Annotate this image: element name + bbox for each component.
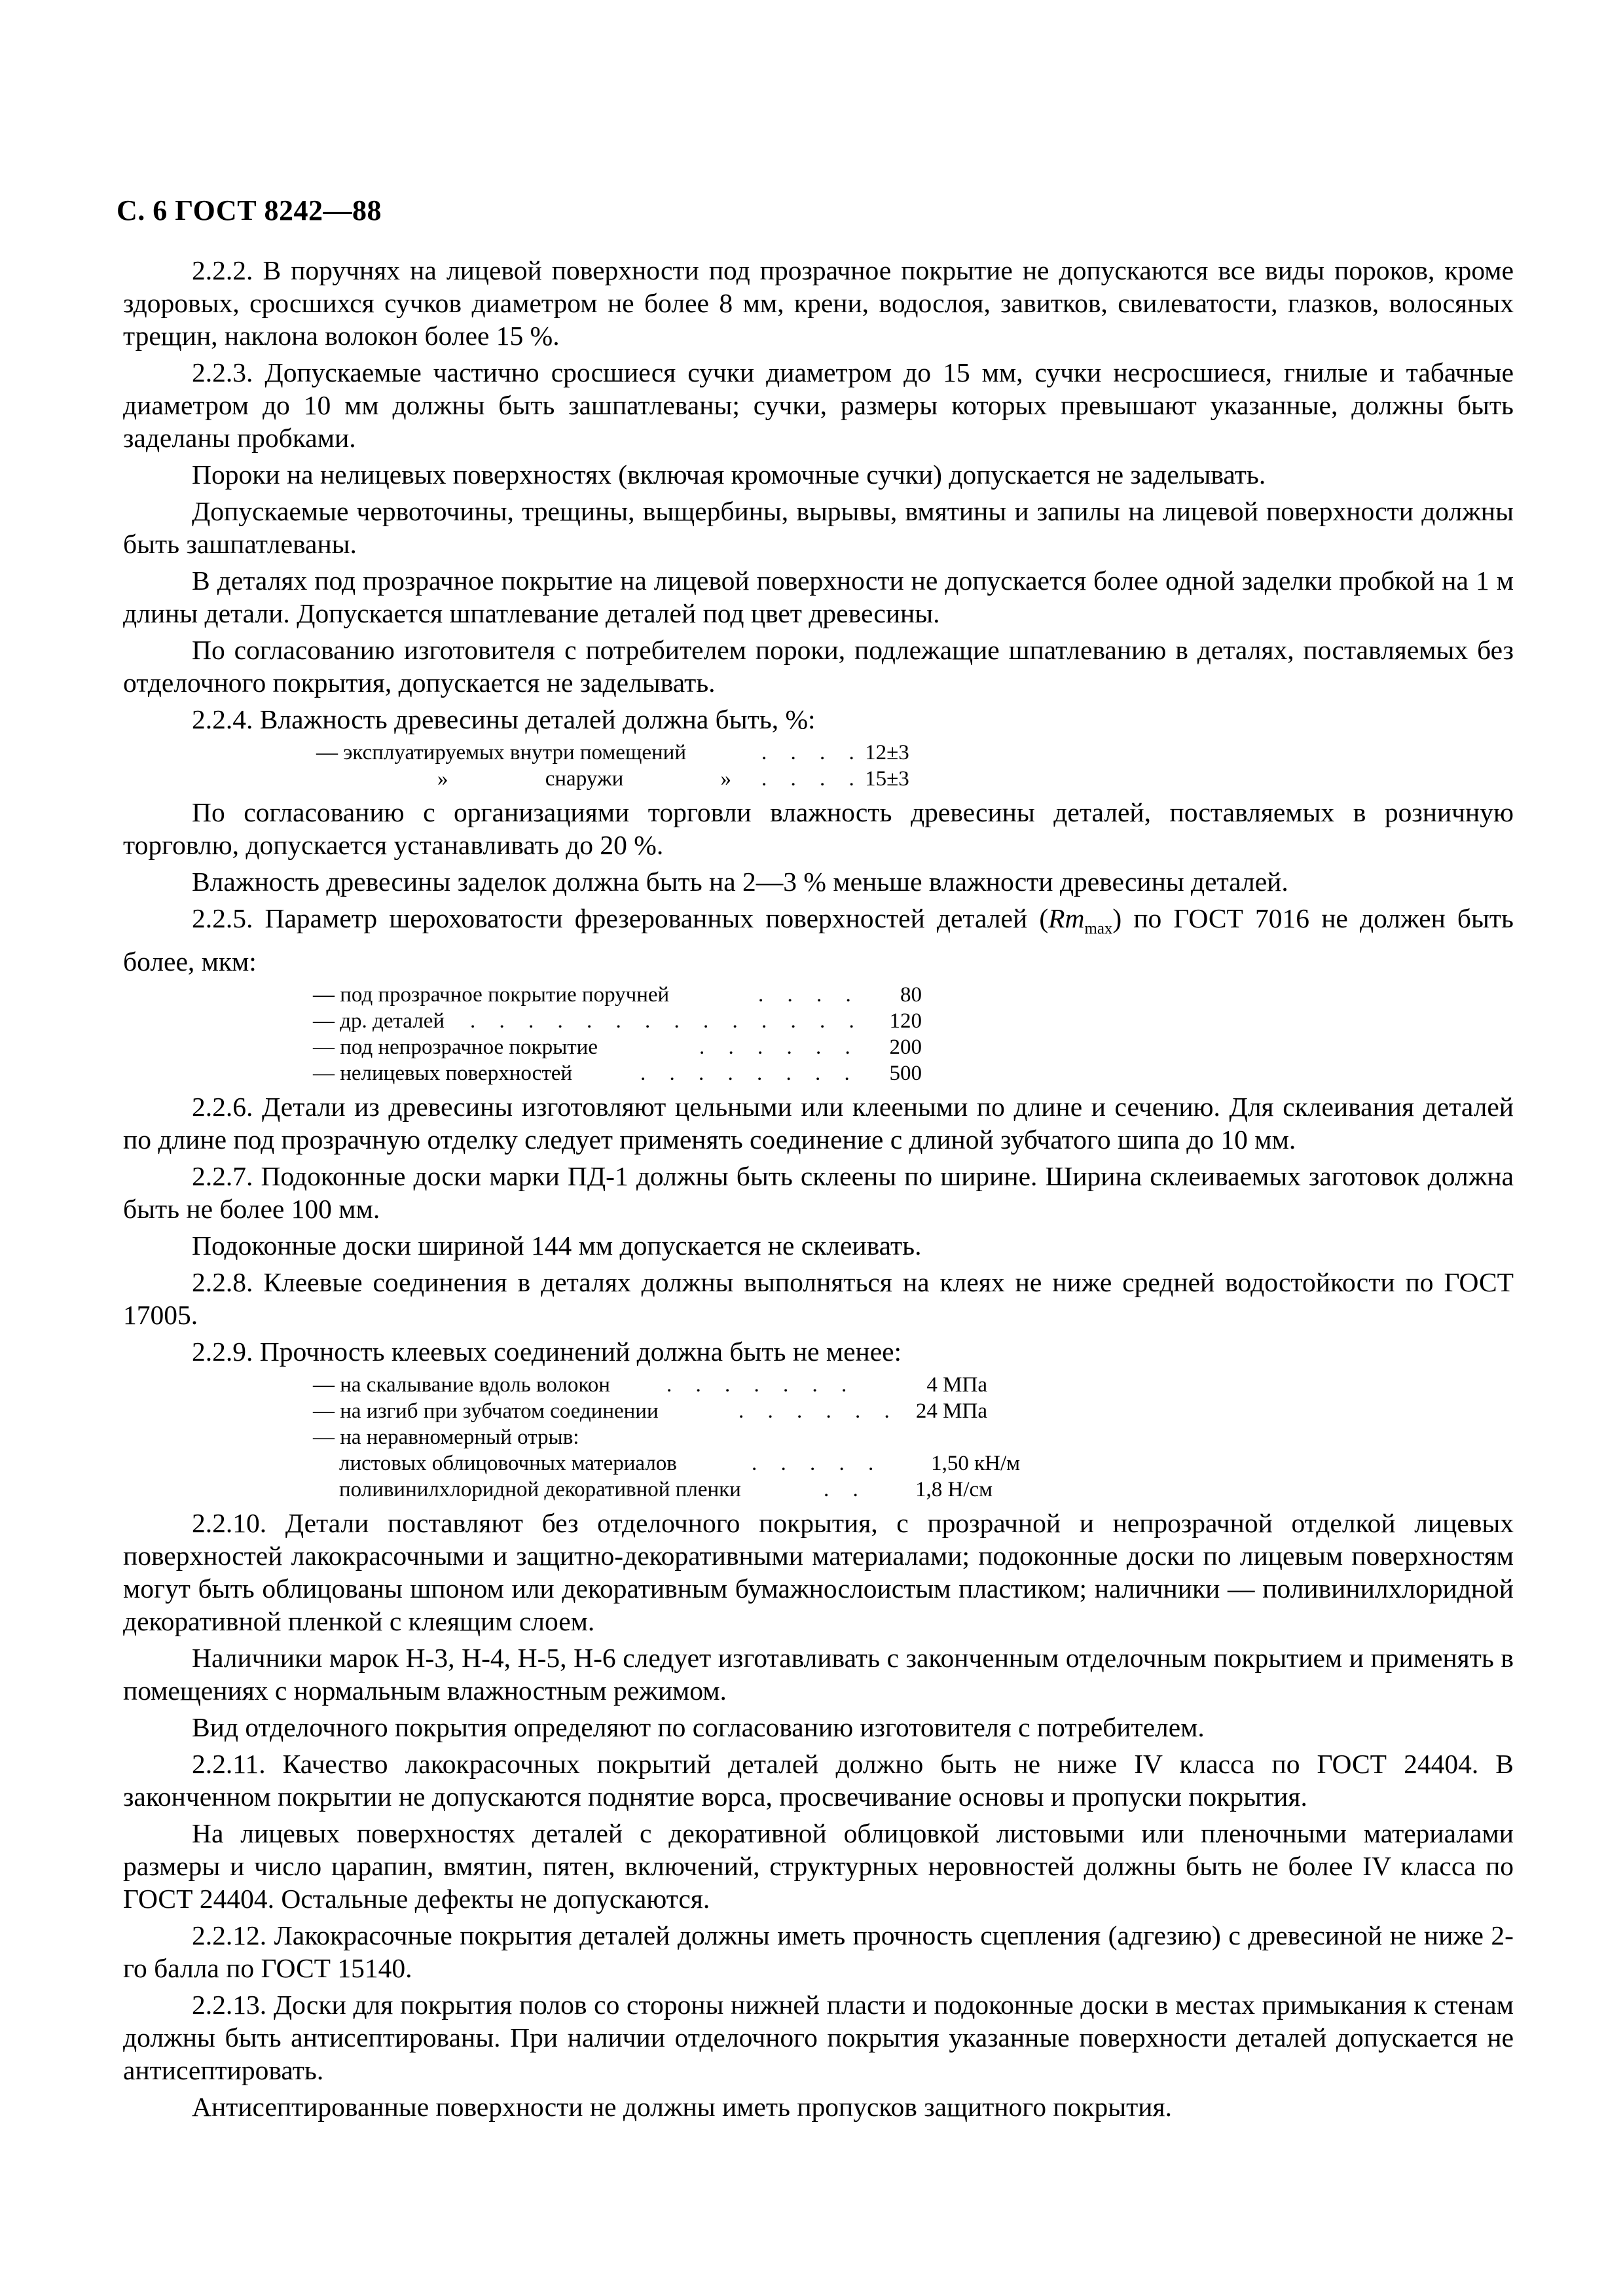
paragraph: 2.2.6. Детали из древесины изготовляют цельными или клееными по длине и сечению. Для склеивания деталей по длине под прозрачную отделку следует применять соединение с длиной зубчатого шипа до 10 мм.: [123, 1092, 1514, 1155]
list-row: [313, 1008, 1514, 1034]
paragraph: Вид отделочного покрытия определяют по согласованию изготовителя с потребителем.: [192, 1712, 1205, 1743]
list-row: [316, 766, 1514, 792]
roughness-list: [313, 982, 1514, 1086]
list-label: листовых облицовочных материалов: [339, 1452, 677, 1476]
list-label: — др. деталей: [313, 1009, 445, 1033]
parameter-subscript: max: [1084, 920, 1113, 938]
list-row: [313, 982, 1514, 1008]
leader-dots: . . . . . . .: [666, 1373, 856, 1397]
paragraph-part: ) по ГОСТ 7016 не должен быть более, мкм:: [123, 903, 1514, 977]
list-label: — на изгиб при зубчатом соединении: [313, 1399, 659, 1424]
list-value: 24 МПа: [915, 1399, 987, 1424]
paragraph: Влажность древесины заделок должна быть на 2—3 % меньше влажности древесины деталей.: [192, 867, 1288, 897]
paragraph: В деталях под прозрачное покрытие на лицевой поверхности не допускается более одной заделки пробкой на 1 м длины детали. Допускается шпатлевание деталей под цвет древесины.: [123, 565, 1514, 628]
leader-dots: . . . . . .: [739, 1399, 899, 1424]
list-value: 80: [900, 983, 922, 1007]
leader-dots: . . . .: [758, 983, 860, 1007]
leader-dots: . . . . . . . .: [640, 1062, 859, 1086]
list-row: [313, 1477, 1514, 1503]
list-label: » снаружи »: [437, 767, 732, 791]
list-label: — на скалывание вдоль волокон: [313, 1373, 610, 1397]
humidity-list: [316, 740, 1514, 792]
paragraph: Пороки на нелицевых поверхностях (включая кромочные сучки) допускается не заделывать.: [192, 459, 1266, 490]
list-row: [316, 740, 1514, 766]
paragraph: [123, 902, 1514, 978]
paragraph: 2.2.4. Влажность древесины деталей должна быть, %:: [192, 704, 816, 734]
paragraph: 2.2.8. Клеевые соединения в деталях должны выполняться на клеях не ниже средней водостойкости по ГОСТ 17005.: [123, 1267, 1514, 1331]
list-value: 12±3: [865, 741, 909, 764]
list-label: — под прозрачное покрытие поручней: [313, 983, 670, 1007]
list-row: [313, 1398, 1514, 1424]
list-value: 200: [889, 1035, 922, 1060]
paragraph: По согласованию изготовителя с потребителем пороки, подлежащие шпатлеванию в деталях, поставляемых без отделочного покрытия, допускается не заделывать.: [123, 635, 1514, 698]
list-row: [313, 1372, 1514, 1398]
leader-dots: . . . .: [761, 767, 864, 791]
paragraph: Допускаемые червоточины, трещины, выщербины, вырывы, вмятины и запилы на лицевой поверхности должны быть зашпатлеваны.: [123, 496, 1514, 559]
leader-dots: . . . . .: [752, 1452, 883, 1476]
list-label: — эксплуатируемых внутри помещений: [316, 741, 686, 764]
leader-dots: . . . .: [761, 741, 864, 764]
paragraph: На лицевых поверхностях деталей с декоративной облицовкой листовыми или пленочными материалами размеры и число царапин, вмятин, пятен, включений, структурных неровностей должны быть не более IV класса по ГОСТ 24404. Остальные дефекты не допускаются.: [123, 1818, 1514, 1914]
list-label: поливинилхлоридной декоративной пленки: [339, 1478, 741, 1502]
paragraph: Подоконные доски шириной 144 мм допускается не склеивать.: [192, 1230, 922, 1261]
list-row: [313, 1034, 1514, 1060]
paragraph: 2.2.2. В поручнях на лицевой поверхности под прозрачное покрытие не допускаются все виды пороков, кроме здоровых, сросшихся сучков диаметром не более 8 мм, крени, водослоя, завитков, свилеватости, глазков, волосяных трещин, наклона волокон более 15 %.: [123, 255, 1514, 351]
paragraph: По согласованию с организациями торговли влажность древесины деталей, поставляемых в розничную торговлю, допускается устанавливать до 20 %.: [123, 797, 1514, 860]
list-value: 1,8 Н/см: [915, 1478, 993, 1502]
list-row: [313, 1450, 1514, 1477]
parameter-symbol: Rm: [1048, 903, 1085, 933]
list-value: 15±3: [865, 767, 909, 791]
paragraph: 2.2.11. Качество лакокрасочных покрытий деталей должно быть не ниже IV класса по ГОСТ 24404. В законченном покрытии не допускаются поднятие ворса, просвечивание основы и пропуски покрытия.: [123, 1749, 1514, 1812]
paragraph: 2.2.3. Допускаемые частично сросшиеся сучки диаметром до 15 мм, сучки несросшиеся, гнилые и табачные диаметром до 10 мм должны быть зашпатлеваны; сучки, размеры которых превышают указанные, должны быть заделаны пробками.: [123, 357, 1514, 453]
paragraph: Наличники марок Н-3, Н-4, Н-5, Н-6 следует изготавливать с законченным отделочным покрытием и применять в помещениях с нормальным влажностным режимом.: [123, 1643, 1514, 1706]
paragraph: 2.2.10. Детали поставляют без отделочного покрытия, с прозрачной и непрозрачной отделкой лицевых поверхностей лакокрасочными и защитно-декоративными материалами; подоконные доски по лицевым поверхностям могут быть облицованы шпоном или декоративным бумажнослоистым пластиком; наличники — поливинилхлоридной декоративной пленкой с клеящим слоем.: [123, 1508, 1514, 1637]
strength-list: [313, 1372, 1514, 1503]
leader-dots: . .: [824, 1478, 867, 1502]
paragraph: 2.2.13. Доски для покрытия полов со стороны нижней пласти и подоконные доски в местах примыкания к стенам должны быть антисептированы. При наличии отделочного покрытия указанные поверхности деталей допускается не антисептировать.: [123, 1990, 1514, 2086]
list-value: 500: [889, 1062, 922, 1086]
list-row: [313, 1060, 1514, 1086]
list-value: 4 МПа: [926, 1373, 987, 1397]
list-label: — на неравномерный отрыв:: [313, 1426, 579, 1450]
list-value: 120: [889, 1009, 922, 1033]
list-value: 1,50 кН/м: [931, 1452, 1020, 1476]
paragraph: Антисептированные поверхности не должны иметь пропусков защитного покрытия.: [192, 2092, 1172, 2123]
paragraph: 2.2.12. Лакокрасочные покрытия деталей должны иметь прочность сцепления (адгезию) с древесиной не ниже 2-го балла по ГОСТ 15140.: [123, 1920, 1514, 1984]
leader-dots: . . . . . . . . . . . . . .: [470, 1009, 864, 1033]
leader-dots: . . . . . .: [699, 1035, 860, 1060]
page-header: С. 6 ГОСТ 8242—88: [117, 194, 382, 226]
list-label: — нелицевых поверхностей: [313, 1062, 573, 1086]
document-body: [123, 254, 1514, 2127]
list-row: [313, 1424, 1514, 1450]
paragraph-part: 2.2.5. Параметр шероховатости фрезерованных поверхностей деталей (: [192, 903, 1049, 933]
list-label: — под непрозрачное покрытие: [313, 1035, 598, 1060]
paragraph: 2.2.9. Прочность клеевых соединений должна быть не менее:: [192, 1336, 902, 1367]
paragraph: 2.2.7. Подоконные доски марки ПД-1 должны быть склеены по ширине. Ширина склеиваемых заготовок должна быть не более 100 мм.: [123, 1161, 1514, 1225]
